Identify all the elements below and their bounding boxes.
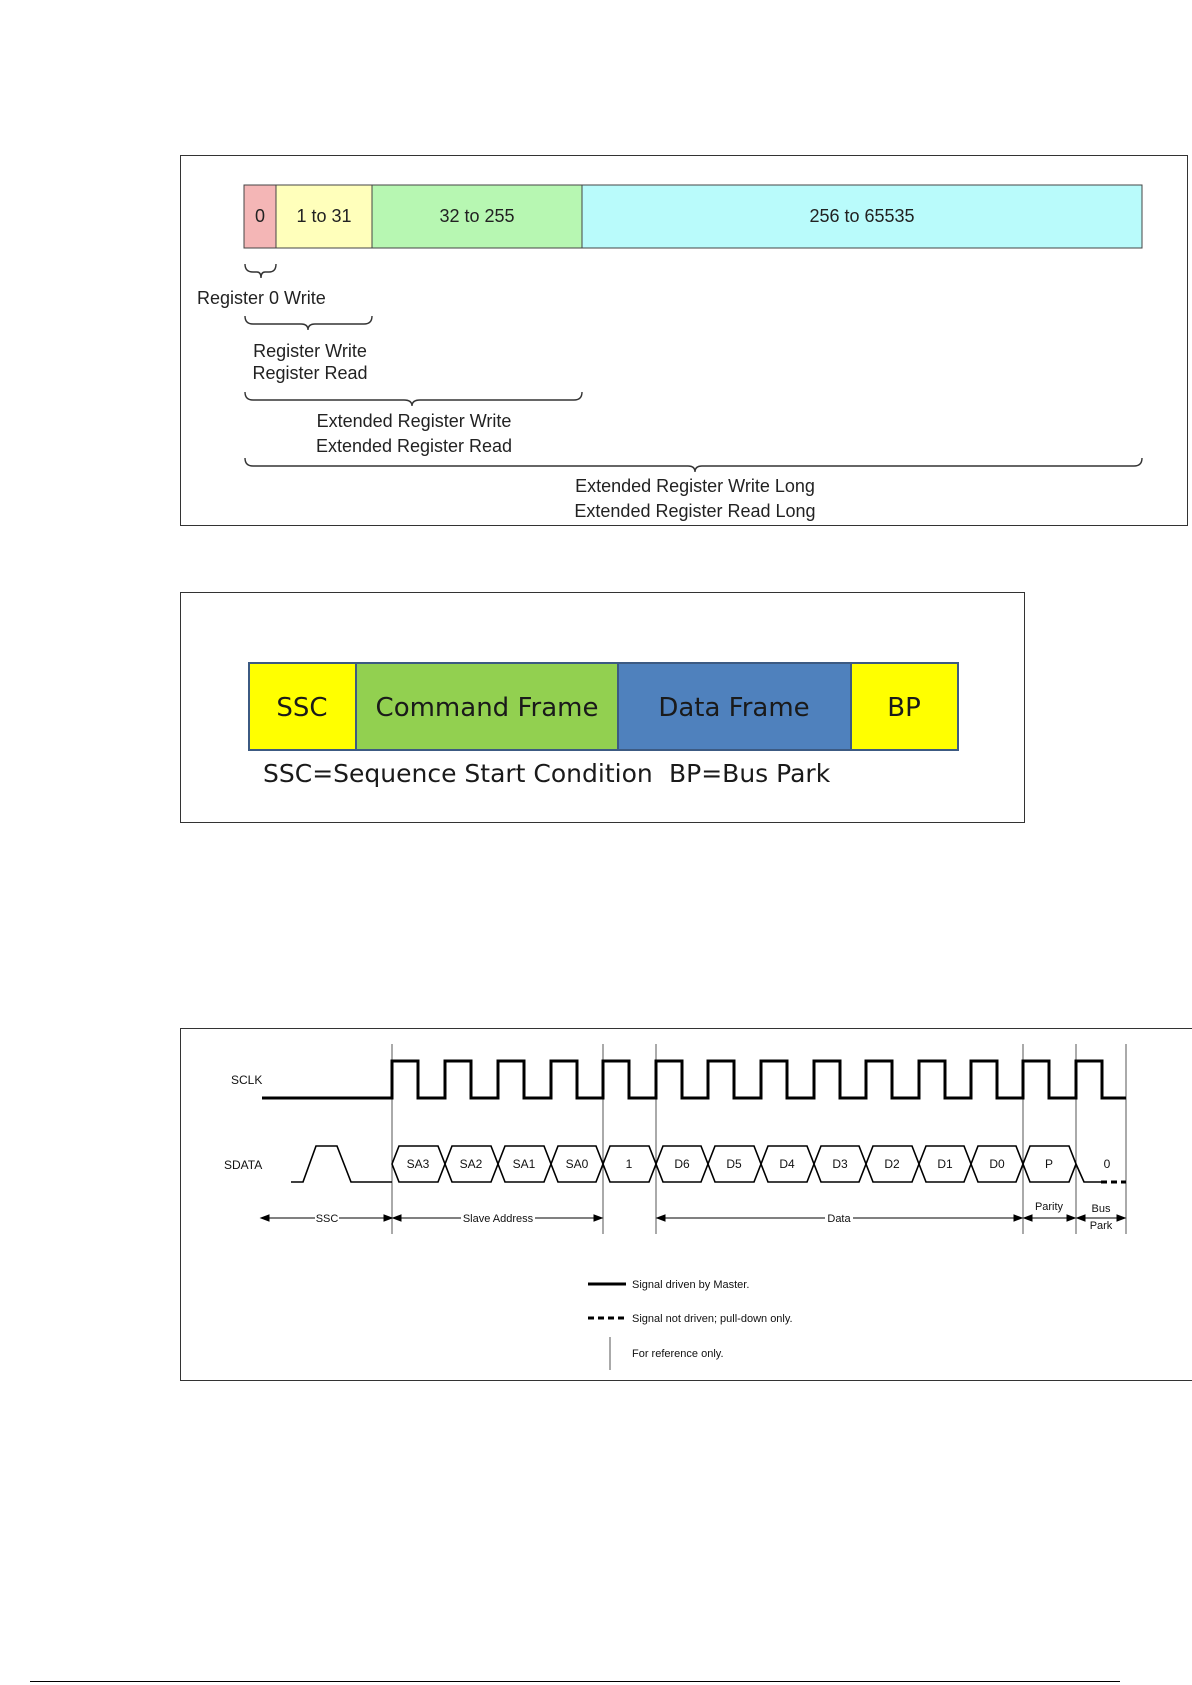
- legend-driven-text: Signal driven by Master.: [632, 1279, 750, 1291]
- brace-extended-register: [245, 392, 582, 406]
- bus-park-span-arrow-right: [1117, 1215, 1125, 1221]
- bit-label-sa3: SA3: [406, 1157, 430, 1171]
- data-span-arrow-left: [657, 1215, 665, 1221]
- ssc-span-arrow-right: [384, 1215, 392, 1221]
- slave-span-arrow-left: [393, 1215, 401, 1221]
- span-label-slave-address: Slave Address: [462, 1213, 534, 1225]
- bit-label-d1: D1: [937, 1157, 953, 1171]
- slave-span-arrow-right: [594, 1215, 602, 1221]
- span-label-bus-park-line1: Bus: [1091, 1203, 1111, 1215]
- brace-register: [245, 316, 372, 330]
- span-label-parity: Parity: [1034, 1201, 1064, 1213]
- brace-register-0: [245, 264, 276, 278]
- segment-0-label: 0: [254, 206, 266, 226]
- bit-label-parity: P: [1044, 1157, 1054, 1171]
- frame-data-label: Data Frame: [658, 693, 810, 723]
- sclk-waveform: [262, 1061, 1126, 1098]
- legend-ssc: SSC=Sequence Start Condition: [263, 759, 653, 788]
- data-span-arrow-right: [1014, 1215, 1022, 1221]
- segment-256-to-65535-label: 256 to 65535: [809, 206, 915, 226]
- sdata-label: SDATA: [224, 1158, 263, 1172]
- bus-park-span-arrow-left: [1077, 1215, 1085, 1221]
- bit-label-d3: D3: [832, 1157, 848, 1171]
- span-label-ssc: SSC: [315, 1213, 339, 1225]
- sclk-label: SCLK: [231, 1073, 263, 1087]
- bit-label-d6: D6: [674, 1157, 690, 1171]
- bit-label-sa1: SA1: [512, 1157, 536, 1171]
- frame-bp-label: BP: [887, 693, 921, 723]
- segment-32-to-255-label: 32 to 255: [439, 206, 515, 226]
- frame-structure-diagram: [181, 593, 1026, 824]
- segment-1-to-31-label: 1 to 31: [296, 206, 352, 226]
- timing-diagram: [181, 1029, 1192, 1382]
- brace-register-0-text: Register 0 Write: [197, 288, 326, 308]
- frame-ssc-label: SSC: [276, 693, 328, 723]
- parity-span-arrow-right: [1067, 1215, 1075, 1221]
- frame-structure-figure: [180, 592, 1025, 823]
- bit-label-d2: D2: [884, 1157, 900, 1171]
- address-range-figure: [180, 155, 1188, 526]
- address-range-diagram: [181, 156, 1189, 527]
- bit-label-cmd: 1: [625, 1157, 633, 1171]
- frame-command-label: Command Frame: [375, 693, 599, 723]
- span-label-data: Data: [827, 1213, 851, 1225]
- span-label-bus-park-line2: Park: [1089, 1220, 1113, 1232]
- brace-extended-text-line2: Extended Register Read: [315, 436, 513, 456]
- bit-cell-bus-park: [1076, 1164, 1101, 1182]
- brace-extended-text-line1: Extended Register Write: [316, 411, 512, 431]
- brace-extended-long-text-line2: Extended Register Read Long: [574, 501, 816, 521]
- bit-label-sa2: SA2: [459, 1157, 483, 1171]
- bit-label-d5: D5: [726, 1157, 742, 1171]
- bit-label-bus-park: 0: [1103, 1157, 1111, 1171]
- bit-label-d0: D0: [989, 1157, 1005, 1171]
- legend-not-driven-text: Signal not driven; pull-down only.: [632, 1313, 793, 1325]
- legend-bp: BP=Bus Park: [669, 759, 831, 788]
- parity-span-arrow-left: [1024, 1215, 1032, 1221]
- legend-reference-text: For reference only.: [632, 1348, 724, 1360]
- brace-register-text-line2: Register Read: [252, 363, 368, 383]
- sdata-ssc-pulse: [291, 1146, 392, 1182]
- bit-label-sa0: SA0: [565, 1157, 589, 1171]
- footer-rule: [30, 1681, 1120, 1682]
- brace-register-text-line1: Register Write: [253, 341, 367, 361]
- brace-extended-register-long: [245, 458, 1142, 472]
- brace-extended-long-text-line1: Extended Register Write Long: [575, 476, 815, 496]
- bit-label-d4: D4: [779, 1157, 795, 1171]
- ssc-span-arrow-left: [261, 1215, 269, 1221]
- timing-figure: [180, 1028, 1192, 1381]
